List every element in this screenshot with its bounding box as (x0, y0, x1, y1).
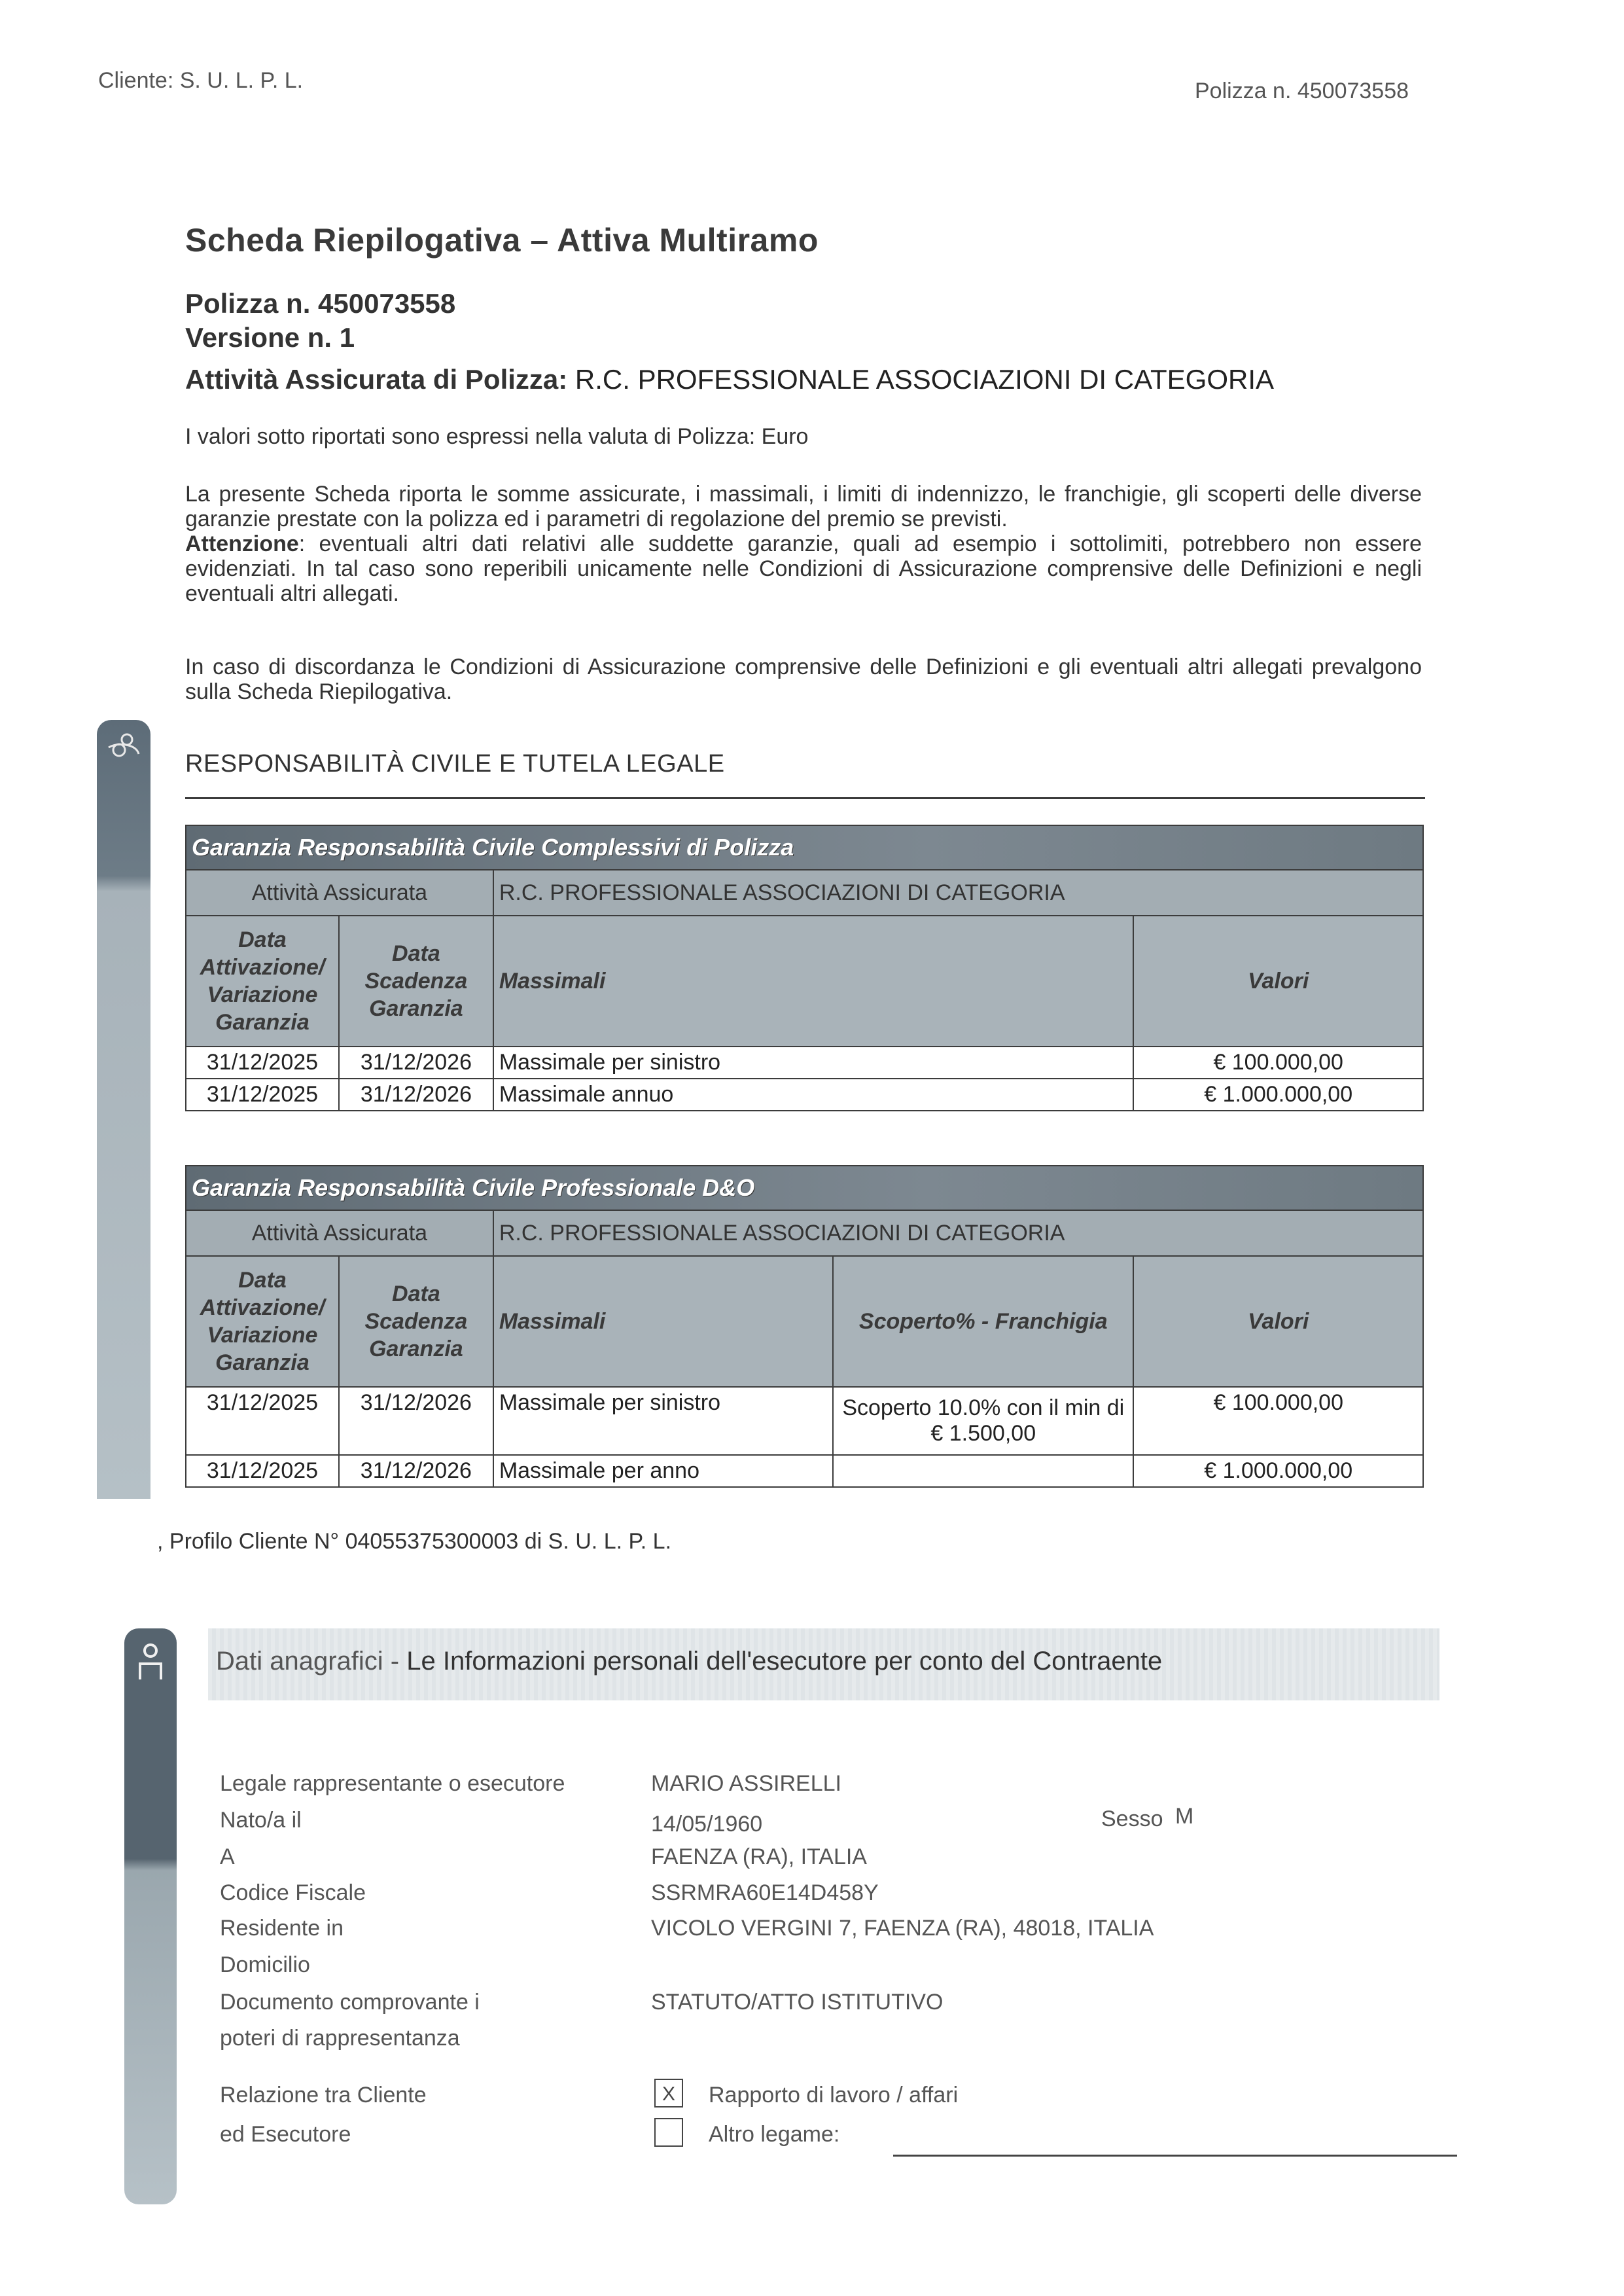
end-date: 31/12/2026 (339, 1079, 493, 1111)
relation-label-2: ed Esecutore (220, 2122, 351, 2147)
client-profile-line: , Profilo Cliente N° 04055375300003 di S. U. L. P. L. (157, 1529, 672, 1554)
header-client: Cliente: S. U. L. P. L. (98, 68, 304, 93)
col-header-valori: Valori (1133, 1256, 1423, 1387)
intro-paragraph (185, 482, 1422, 606)
valore: € 1.000.000,00 (1133, 1079, 1423, 1111)
massimale: Massimale per sinistro (493, 1047, 1134, 1079)
field-label: poteri di rappresentanza (220, 2026, 460, 2051)
activity-label: Attività Assicurata (186, 870, 493, 916)
field-label: Documento comprovante i (220, 1990, 480, 2015)
table-row (186, 1455, 1423, 1487)
valore: € 100.000,00 (1133, 1047, 1423, 1079)
field-value: FAENZA (RA), ITALIA (651, 1844, 867, 1869)
section-divider (185, 797, 1425, 799)
col-header-end-date: Data Scadenza Garanzia (339, 1256, 493, 1387)
start-date: 31/12/2025 (186, 1079, 339, 1111)
activity-value: R.C. PROFESSIONALE ASSOCIAZIONI DI CATEGORIA (493, 870, 1423, 916)
anagrafica-sidebar (124, 1628, 177, 2204)
massimale: Massimale per anno (493, 1455, 833, 1487)
other-relation-blank-line (893, 2155, 1457, 2157)
policy-activity-label: Attività Assicurata di Polizza: (185, 364, 568, 395)
field-label: Residente in (220, 1916, 344, 1941)
field-label: Legale rappresentante o esecutore (220, 1771, 565, 1796)
policy-activity-value: R.C. PROFESSIONALE ASSOCIAZIONI DI CATEGORIA (574, 364, 1275, 395)
sex-value: M (1175, 1804, 1194, 1829)
valore: € 100.000,00 (1133, 1387, 1423, 1455)
col-header-massimali: Massimali (493, 1256, 833, 1387)
policy-number: Polizza n. 450073558 (185, 288, 456, 319)
col-header-start-date: Data Attivazione/ Variazione Garanzia (186, 1256, 339, 1387)
end-date: 31/12/2026 (339, 1387, 493, 1455)
scoperto (833, 1455, 1133, 1487)
policy-version: Versione n. 1 (185, 322, 355, 353)
attention-label: Attenzione (185, 531, 299, 556)
field-value: MARIO ASSIRELLI (651, 1771, 841, 1796)
activity-value: R.C. PROFESSIONALE ASSOCIAZIONI DI CATEGORIA (493, 1210, 1423, 1256)
col-header-end-date: Data Scadenza Garanzia (339, 916, 493, 1047)
start-date: 31/12/2025 (186, 1047, 339, 1079)
activity-label: Attività Assicurata (186, 1210, 493, 1256)
field-value: 14/05/1960 (651, 1812, 763, 1837)
col-header-massimali: Massimali (493, 916, 1134, 1047)
currency-note: I valori sotto riportati sono espressi nella valuta di Polizza: Euro (185, 424, 809, 449)
scoperto: Scoperto 10.0% con il min di € 1.500,00 (833, 1387, 1133, 1455)
field-label: A (220, 1844, 235, 1869)
section-title: RESPONSABILITÀ CIVILE E TUTELA LEGALE (185, 750, 725, 778)
end-date: 31/12/2026 (339, 1047, 493, 1079)
end-date: 31/12/2026 (339, 1455, 493, 1487)
relation-checkbox-other[interactable] (654, 2118, 683, 2147)
field-label: Nato/a il (220, 1808, 302, 1833)
col-header-scoperto: Scoperto% - Franchigia (833, 1256, 1133, 1387)
liability-icon (105, 730, 143, 768)
guarantee-table-do (185, 1165, 1424, 1488)
table-row (186, 1387, 1423, 1455)
person-icon (133, 1641, 168, 1687)
field-label: Codice Fiscale (220, 1880, 366, 1905)
relation-option-work: Rapporto di lavoro / affari (709, 2083, 959, 2108)
attention-text: : eventuali altri dati relativi alle suddette garanzie, quali ad esempio i sottolimiti, potrebbero non essere evidenziati. In tal caso sono reperibili unicamente nelle Condizioni di Assicurazione comprensive delle Definizioni e negli eventuali altri allegati. (185, 531, 1422, 606)
sex-label: Sesso (1101, 1806, 1163, 1831)
col-header-valori: Valori (1133, 916, 1423, 1047)
field-label: Domicilio (220, 1952, 310, 1977)
anagrafica-title (216, 1647, 1162, 1676)
header-policy: Polizza n. 450073558 (1195, 79, 1409, 103)
massimale: Massimale annuo (493, 1079, 1134, 1111)
relation-checkbox-work[interactable]: X (654, 2079, 683, 2108)
field-value: SSRMRA60E14D458Y (651, 1880, 879, 1905)
guarantee-table-rc (185, 825, 1424, 1111)
policy-activity (185, 364, 1274, 395)
anagrafica-title-dark: Le Informazioni personali dell'esecutore per conto del Contraente (406, 1647, 1163, 1676)
relation-label-1: Relazione tra Cliente (220, 2083, 427, 2108)
anagrafica-title-light: Dati anagrafici - (216, 1647, 407, 1676)
massimale: Massimale per sinistro (493, 1387, 833, 1455)
table-title: Garanzia Responsabilità Civile Complessivi di Polizza (186, 825, 1423, 870)
field-value: STATUTO/ATTO ISTITUTIVO (651, 1990, 944, 2015)
table-title: Garanzia Responsabilità Civile Professionale D&O (186, 1166, 1423, 1210)
intro-text: La presente Scheda riporta le somme assicurate, i massimali, i limiti di indennizzo, le franchigie, gli scoperti delle diverse garanzie prestate con la polizza ed i parametri di regolazione del premio se previsti. (185, 482, 1422, 531)
start-date: 31/12/2025 (186, 1387, 339, 1455)
table-row (186, 1079, 1423, 1111)
discordance-paragraph: In caso di discordanza le Condizioni di Assicurazione comprensive delle Definizioni e gli eventuali altri allegati prevalgono sulla Scheda Riepilogativa. (185, 655, 1422, 704)
start-date: 31/12/2025 (186, 1455, 339, 1487)
table-row (186, 1047, 1423, 1079)
section-sidebar (97, 720, 150, 1499)
field-value: VICOLO VERGINI 7, FAENZA (RA), 48018, ITALIA (651, 1916, 1154, 1941)
relation-option-other: Altro legame: (709, 2122, 840, 2147)
valore: € 1.000.000,00 (1133, 1455, 1423, 1487)
col-header-start-date: Data Attivazione/ Variazione Garanzia (186, 916, 339, 1047)
page-title: Scheda Riepilogativa – Attiva Multiramo (185, 222, 819, 259)
